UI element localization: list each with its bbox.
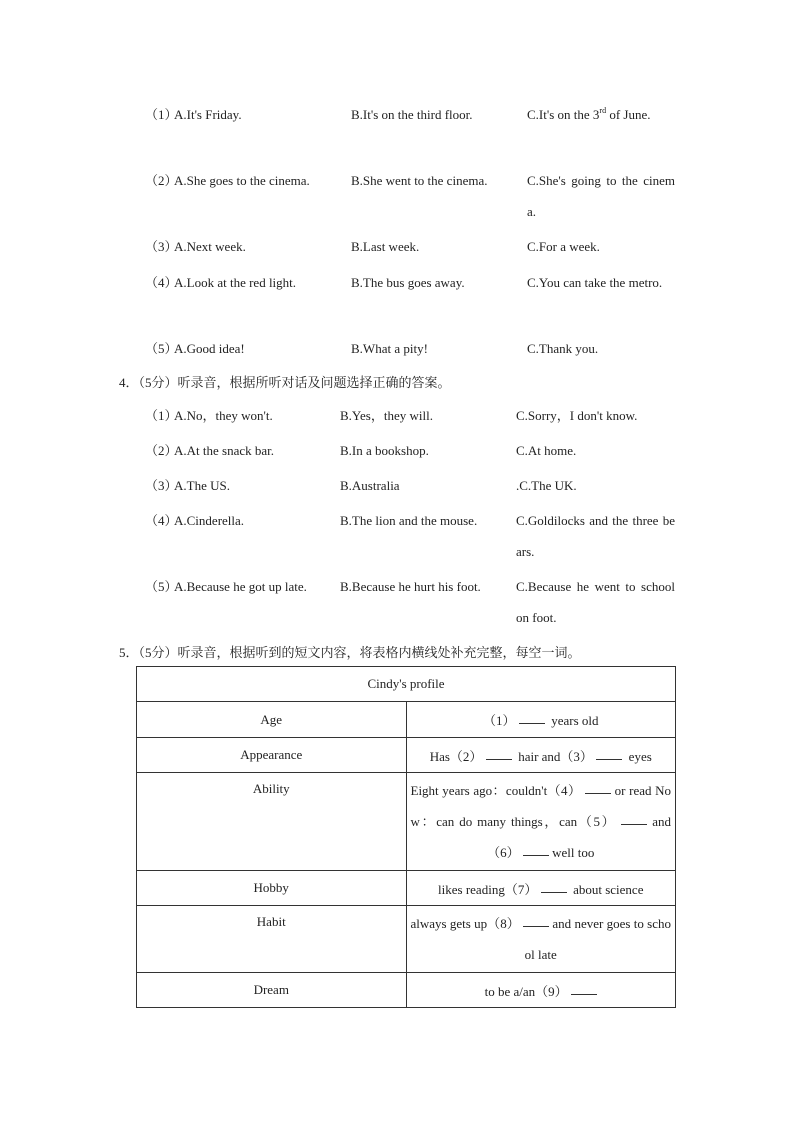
- dream-text: to be a/an（9）: [484, 983, 568, 999]
- row-value-age: [406, 702, 676, 738]
- table-row-habit: [137, 906, 676, 973]
- q3-5-option-c: C.Thank you.: [527, 341, 599, 356]
- row-label-appearance: Appearance: [137, 738, 407, 773]
- row-label-ability: Ability: [137, 773, 407, 871]
- answer-blank-6: [523, 854, 549, 856]
- age-text: years old: [551, 713, 599, 728]
- q4-2-option-c: C.At home.: [516, 443, 577, 458]
- row-value-habit: [406, 906, 676, 973]
- q4-5-number: （5）: [145, 579, 178, 594]
- q4-3-option-c: .C.The UK.: [516, 478, 577, 493]
- row-value-ability: [406, 773, 676, 871]
- q3-4-number: （4）: [145, 275, 178, 290]
- appearance-text-1: Has（2）: [429, 748, 483, 764]
- q3-1-option-c: [527, 99, 675, 130]
- habit-text: [409, 908, 674, 970]
- answer-blank-9: [571, 993, 597, 995]
- ability-text-4: and（6）: [487, 814, 672, 860]
- q3-1-option-c-sup: rd: [599, 106, 607, 115]
- q4-2-number: （2）: [145, 443, 178, 458]
- table-row-age: [137, 702, 676, 738]
- q3-1-option-a: A.It's Friday.: [174, 107, 242, 122]
- q4-1-number: （1）: [145, 408, 178, 423]
- q3-4-option-a: A.Look at the red light.: [174, 275, 297, 290]
- q4-2-option-a: A.At the snack bar.: [174, 443, 275, 458]
- hobby-text-1: likes reading（7）: [438, 881, 538, 897]
- q3-1-option-b: B.It's on the third floor.: [351, 107, 473, 122]
- q4-5-option-a: A.Because he got up late.: [174, 579, 307, 594]
- q3-2-option-c: C.She's going to the cinema.: [527, 173, 675, 219]
- q4-1-option-b: B.Yes，they will.: [340, 408, 433, 423]
- row-label-hobby: Hobby: [137, 871, 407, 906]
- q4-1-option-a: A.No，they won't.: [174, 408, 273, 423]
- q3-5-number: （5）: [145, 341, 178, 356]
- ability-text-3: Now：can do many things，can（5）: [410, 783, 672, 829]
- answer-blank-5: [621, 823, 647, 825]
- habit-text-1: always gets up（8）: [410, 916, 520, 931]
- q3-5-option-b: B.What a pity!: [351, 341, 428, 356]
- q3-1-option-c-tail: of June.: [606, 107, 651, 122]
- q3-3-option-c: C.For a week.: [527, 239, 600, 254]
- q4-4-option-c: C.Goldilocks and the three bears.: [516, 513, 675, 559]
- row-label-habit: Habit: [137, 906, 407, 973]
- q3-3-option-b: B.Last week.: [351, 239, 420, 254]
- ability-text-1: Eight years ago：couldn't（4）: [410, 783, 582, 798]
- q3-1-number: （1）: [145, 107, 178, 122]
- q4-1-option-c: C.Sorry，I don't know.: [516, 408, 638, 423]
- q3-4-option-c: C.You can take the metro.: [527, 275, 663, 290]
- habit-text-2: and never goes to school late: [524, 916, 671, 962]
- row-value-dream: [406, 973, 676, 1008]
- table-row-appearance: [137, 738, 676, 773]
- q4-3-number: （3）: [145, 478, 178, 493]
- hobby-text-2: about science: [573, 881, 644, 897]
- ability-text-5: well too: [552, 845, 595, 860]
- q5-heading: 5．（5分）听录音，根据听到的短文内容，将表格内横线处补充完整，每空一词。: [119, 645, 581, 660]
- answer-blank-2: [486, 758, 512, 760]
- table-row-hobby: [137, 871, 676, 906]
- q4-4-number: （4）: [145, 513, 178, 528]
- q4-5-option-c: C.Because he went to school on foot.: [516, 579, 675, 625]
- age-blank-number: （1）: [482, 713, 516, 728]
- q4-4-option-b: B.The lion and the mouse.: [340, 513, 478, 528]
- answer-blank-3: [596, 758, 622, 760]
- q4-heading: 4．（5分）听录音，根据所听对话及问题选择正确的答案。: [119, 375, 451, 390]
- row-label-dream: Dream: [137, 973, 407, 1008]
- q4-5-option-b: B.Because he hurt his foot.: [340, 579, 481, 594]
- profile-table: [136, 666, 676, 1008]
- q3-3-number: （3）: [145, 239, 178, 254]
- q4-2-option-b: B.In a bookshop.: [340, 443, 429, 458]
- q3-4-option-b: B.The bus goes away.: [351, 275, 465, 290]
- row-value-hobby: [406, 871, 676, 906]
- q3-2-option-a: A.She goes to the cinema.: [174, 173, 310, 188]
- table-row-dream: [137, 973, 676, 1008]
- q3-2-number: （2）: [145, 173, 178, 188]
- q4-3-option-b: B.Australia: [340, 478, 400, 493]
- answer-blank-8: [523, 925, 549, 927]
- answer-blank-7: [541, 891, 567, 893]
- ability-text: [409, 775, 674, 868]
- ability-text-2: or read: [614, 783, 652, 798]
- table-title: Cindy's profile: [137, 667, 676, 702]
- appearance-text-2: hair and（3）: [518, 748, 593, 764]
- row-value-appearance: [406, 738, 676, 773]
- q3-5-option-a: A.Good idea!: [174, 341, 245, 356]
- appearance-text-3: eyes: [628, 748, 652, 764]
- q3-2-option-b: B.She went to the cinema.: [351, 173, 488, 188]
- q4-4-option-a: A.Cinderella.: [174, 513, 245, 528]
- row-label-age: Age: [137, 702, 407, 738]
- answer-blank-4: [585, 792, 611, 794]
- answer-blank-1: [519, 722, 545, 724]
- table-row-ability: [137, 773, 676, 871]
- q4-3-option-a: A.The US.: [174, 478, 230, 493]
- q3-1-option-c-text: C.It's on the 3: [527, 107, 600, 122]
- table-title-row: [137, 667, 676, 702]
- q3-3-option-a: A.Next week.: [174, 239, 246, 254]
